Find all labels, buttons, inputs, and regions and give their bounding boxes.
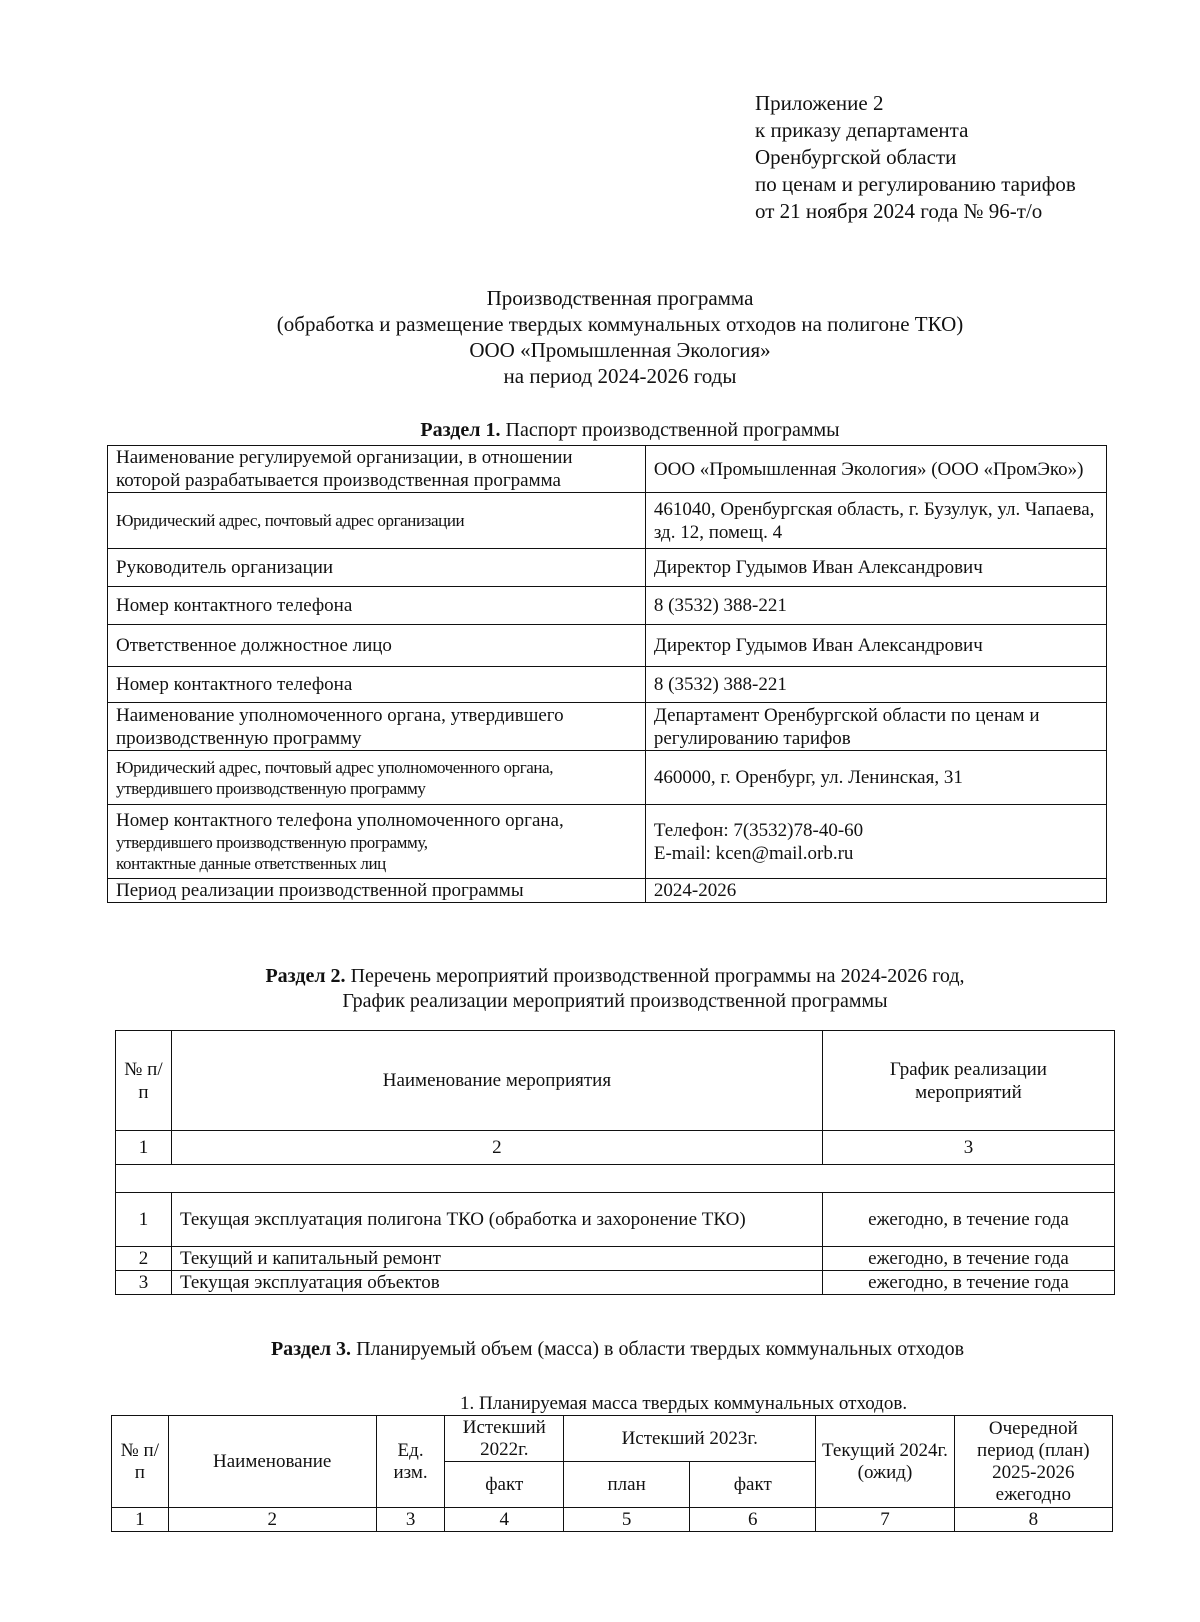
document-title — [0, 285, 1200, 389]
passport-label-line: контактные данные ответственных лиц — [116, 854, 386, 873]
appendix-line: Приложение 2 — [755, 91, 884, 115]
colnum-cell: 8 — [954, 1508, 1112, 1532]
passport-value: 2024-2026 — [645, 879, 1106, 903]
header-fact: факт — [445, 1462, 564, 1508]
title-line: на период 2024-2026 годы — [503, 364, 737, 388]
activity-schedule: ежегодно, в течение года — [822, 1193, 1114, 1247]
activity-name: Текущая эксплуатация полигона ТКО (обработка и захоронение ТКО) — [171, 1193, 822, 1247]
header-unit: Ед. изм. — [376, 1416, 445, 1508]
passport-label: Период реализации производственной программы — [108, 879, 646, 903]
passport-value: 460000, г. Оренбург, ул. Ленинская, 31 — [645, 751, 1106, 805]
header-fact2: факт — [690, 1462, 816, 1508]
passport-value — [645, 805, 1106, 879]
appendix-line: от 21 ноября 2024 года № 96-т/о — [755, 199, 1043, 223]
activities-colnum-row — [116, 1131, 1115, 1165]
passport-row — [108, 805, 1107, 879]
colnum-cell: 3 — [822, 1131, 1114, 1165]
appendix-block — [755, 90, 1076, 225]
activity-num: 2 — [116, 1247, 172, 1271]
passport-label: Номер контактного телефона — [108, 667, 646, 703]
passport-label: Юридический адрес, почтовый адрес организации — [108, 493, 646, 549]
activity-row — [116, 1247, 1115, 1271]
passport-row — [108, 879, 1107, 903]
header-prev2023: Истекший 2023г. — [564, 1416, 816, 1462]
passport-value-line: Телефон: 7(3532)78-40-60 — [653, 819, 864, 841]
header-next: Очередной период (план) 2025-2026 ежегодно — [954, 1416, 1112, 1508]
passport-value: 461040, Оренбургская область, г. Бузулук, ул. Чапаева, зд. 12, помещ. 4 — [645, 493, 1106, 549]
header-num: № п/п — [116, 1031, 172, 1131]
colnum-cell: 4 — [445, 1508, 564, 1532]
activity-name: Текущий и капитальный ремонт — [171, 1247, 822, 1271]
passport-row — [108, 587, 1107, 625]
passport-row — [108, 667, 1107, 703]
section2-heading — [0, 964, 1200, 1014]
colnum-cell: 6 — [690, 1508, 816, 1532]
passport-value: Департамент Оренбургской области по ценам и регулированию тарифов — [645, 703, 1106, 751]
passport-row — [108, 549, 1107, 587]
spacer-cell — [116, 1165, 1115, 1193]
passport-label: Наименование регулируемой организации, в отношении которой разрабатывается производственная программа — [108, 446, 646, 493]
header-prev2022: Истекший 2022г. — [445, 1416, 564, 1462]
passport-label: Ответственное должностное лицо — [108, 625, 646, 667]
passport-value: ООО «Промышленная Экология» (ООО «ПромЭко») — [645, 446, 1106, 493]
passport-label-line: Номер контактного телефона уполномоченного органа, — [116, 810, 564, 831]
section3-heading — [0, 1337, 1200, 1362]
passport-label — [108, 805, 646, 879]
title-line: ООО «Промышленная Экология» — [469, 338, 771, 362]
section1-title: Паспорт производственной программы — [505, 419, 840, 441]
passport-value: 8 (3532) 388-221 — [645, 587, 1106, 625]
activity-num: 3 — [116, 1271, 172, 1295]
section2-subtitle: График реализации мероприятий производственной программы — [342, 990, 888, 1012]
section1-label: Раздел 1. — [420, 419, 501, 441]
header-schedule: График реализации мероприятий — [822, 1031, 1114, 1131]
passport-table — [107, 445, 1107, 903]
colnum-cell: 2 — [168, 1508, 376, 1532]
passport-row — [108, 703, 1107, 751]
colnum-cell: 1 — [112, 1508, 169, 1532]
activity-schedule: ежегодно, в течение года — [822, 1271, 1114, 1295]
colnum-cell: 1 — [116, 1131, 172, 1165]
appendix-line: по ценам и регулированию тарифов — [755, 172, 1076, 196]
passport-row — [108, 751, 1107, 805]
passport-label-line: утвердившего производственную программу, — [116, 833, 428, 852]
appendix-line: Оренбургской области — [755, 145, 957, 169]
passport-value: Директор Гудымов Иван Александрович — [645, 625, 1106, 667]
passport-row — [108, 493, 1107, 549]
colnum-cell: 5 — [564, 1508, 690, 1532]
section2-label: Раздел 2. — [265, 965, 346, 987]
activity-row — [116, 1193, 1115, 1247]
header-num: № п/п — [112, 1416, 169, 1508]
header-plan: план — [564, 1462, 690, 1508]
section3-subtitle: 1. Планируемая масса твердых коммунальных отходов. — [460, 1393, 908, 1414]
volume-header-row — [112, 1416, 1113, 1462]
volume-table — [111, 1415, 1113, 1532]
title-line: Производственная программа — [486, 286, 754, 310]
activity-row — [116, 1271, 1115, 1295]
colnum-cell: 2 — [171, 1131, 822, 1165]
volume-colnum-row — [112, 1508, 1113, 1532]
activities-table — [115, 1030, 1115, 1295]
passport-value: 8 (3532) 388-221 — [645, 667, 1106, 703]
activity-schedule: ежегодно, в течение года — [822, 1247, 1114, 1271]
section1-heading — [0, 418, 1200, 443]
passport-row — [108, 446, 1107, 493]
colnum-cell: 3 — [376, 1508, 445, 1532]
activity-name: Текущая эксплуатация объектов — [171, 1271, 822, 1295]
header-name: Наименование мероприятия — [171, 1031, 822, 1131]
activities-header-row — [116, 1031, 1115, 1131]
passport-label: Наименование уполномоченного органа, утвердившего производственную программу — [108, 703, 646, 751]
passport-label: Руководитель организации — [108, 549, 646, 587]
activities-spacer-row — [116, 1165, 1115, 1193]
header-current: Текущий 2024г. (ожид) — [816, 1416, 954, 1508]
passport-row — [108, 625, 1107, 667]
section3-title: Планируемый объем (масса) в области твердых коммунальных отходов — [356, 1338, 965, 1360]
passport-value-line: E-mail: kcen@mail.orb.ru — [653, 842, 854, 864]
appendix-line: к приказу департамента — [755, 118, 969, 142]
section2-title: Перечень мероприятий производственной программы на 2024-2026 год, — [350, 965, 965, 987]
passport-label: Номер контактного телефона — [108, 587, 646, 625]
activity-num: 1 — [116, 1193, 172, 1247]
section3-label: Раздел 3. — [270, 1338, 352, 1360]
passport-value: Директор Гудымов Иван Александрович — [645, 549, 1106, 587]
header-name: Наименование — [168, 1416, 376, 1508]
passport-label: Юридический адрес, почтовый адрес уполномоченного органа, утвердившего производственную программу — [108, 751, 646, 805]
colnum-cell: 7 — [816, 1508, 954, 1532]
title-line: (обработка и размещение твердых коммунальных отходов на полигоне ТКО) — [276, 312, 964, 336]
